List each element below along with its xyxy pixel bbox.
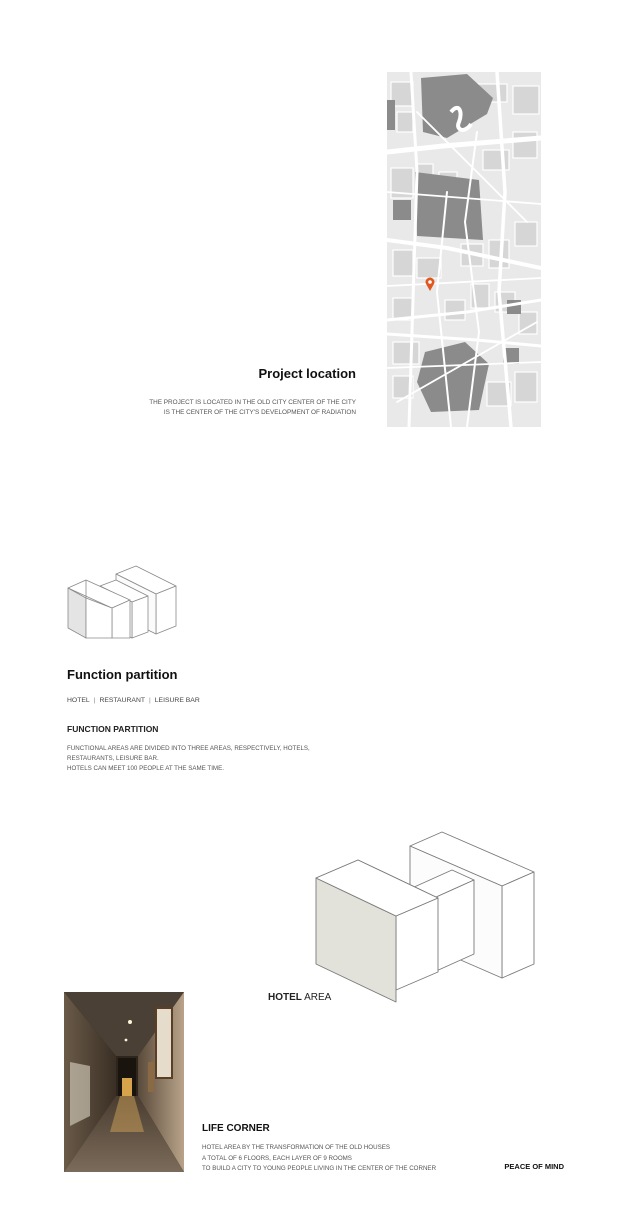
hotel-area-label xyxy=(268,992,331,1003)
tag-leisure-bar: LEISURE BAR xyxy=(154,697,200,704)
location-map xyxy=(387,72,541,427)
hotel-area-label-bold: HOTEL xyxy=(268,992,302,1003)
hotel-area-diagram xyxy=(312,828,538,1006)
life-corner-title: LIFE CORNER xyxy=(202,1123,270,1134)
function-partition-title: Function partition xyxy=(67,667,178,682)
hotel-area-label-rest: AREA xyxy=(301,992,332,1003)
life-desc-line-2: A TOTAL OF 6 FLOORS, EACH LAYER OF 9 ROOMS xyxy=(202,1154,352,1162)
tag-restaurant: RESTAURANT xyxy=(99,697,146,704)
project-location-line-2: IS THE CENTER OF THE CITY'S DEVELOPMENT OF RADIATION xyxy=(163,409,356,416)
project-location-title: Project location xyxy=(258,366,356,381)
life-desc-line-1: HOTEL AREA BY THE TRANSFORMATION OF THE OLD HOUSES xyxy=(202,1144,390,1151)
function-desc-line-2: RESTAURANTS, LEISURE BAR. xyxy=(67,755,159,762)
function-partition-diagram xyxy=(66,564,180,640)
life-desc-line-3: TO BUILD A CITY TO YOUNG PEOPLE LIVING IN THE CENTER OF THE CORNER xyxy=(202,1165,437,1172)
function-desc-line-1: FUNCTIONAL AREAS ARE DIVIDED INTO THREE AREAS, RESPECTIVELY, HOTELS, xyxy=(67,745,310,752)
function-partition-subtitle: FUNCTION PARTITION xyxy=(67,724,159,734)
tag-separator: | xyxy=(149,697,151,704)
peace-of-mind-tagline: PEACE OF MIND xyxy=(504,1162,564,1171)
function-partition-description xyxy=(67,744,327,774)
hotel-corridor-photo xyxy=(64,992,184,1172)
tag-hotel: HOTEL xyxy=(67,697,90,704)
function-desc-line-3: HOTELS CAN MEET 100 PEOPLE AT THE SAME TIME. xyxy=(67,765,224,772)
project-location-line-1: THE PROJECT IS LOCATED IN THE OLD CITY CENTER OF THE CITY xyxy=(149,399,356,406)
project-location-description xyxy=(110,398,356,418)
life-corner-description xyxy=(202,1143,442,1175)
function-partition-tags xyxy=(67,697,200,704)
tag-separator: | xyxy=(93,697,96,704)
